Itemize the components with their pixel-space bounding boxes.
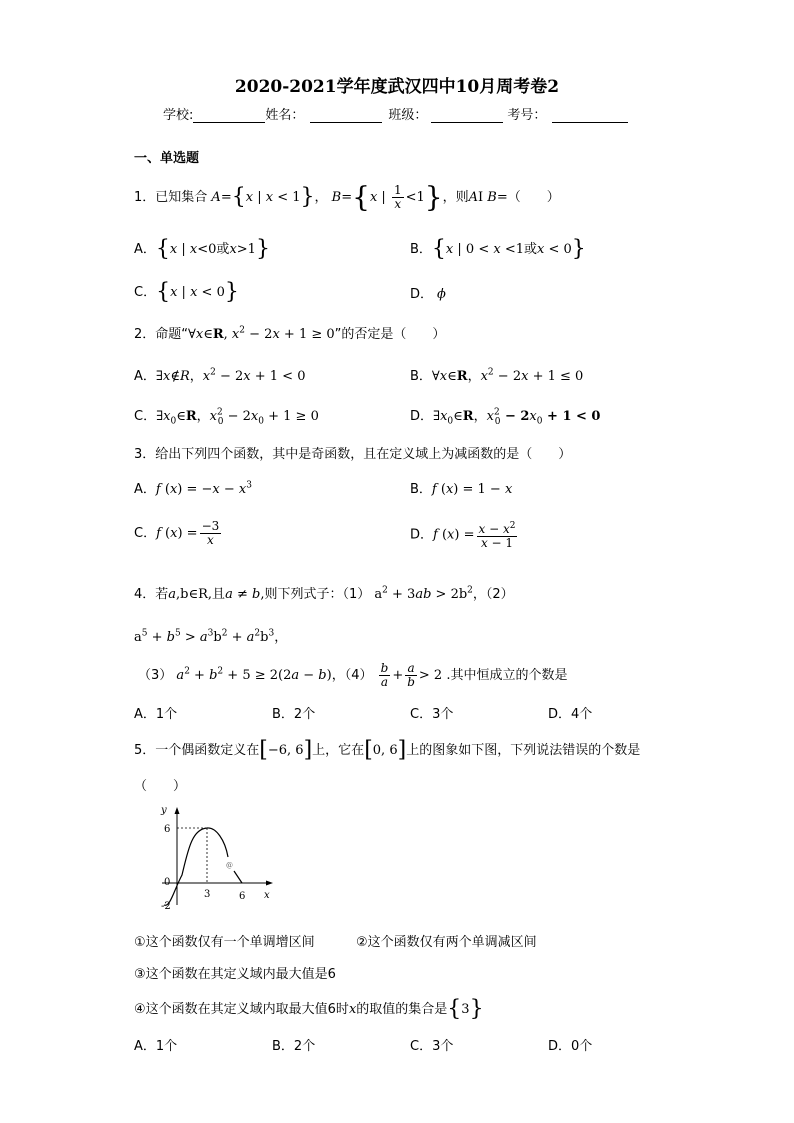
y-axis-label: y	[161, 805, 167, 816]
question-4: 4．若a,b∈R,且a ≠ b,则下列式子：（1） $a^2 + 3ab > 2b^2$，（2）	[134, 585, 514, 602]
q4-item-3: （3）	[138, 668, 173, 683]
y-tick-neg2: -2	[161, 901, 171, 912]
q4-option-a[interactable]: A．1个	[134, 707, 178, 722]
name-label: 姓名：	[265, 108, 305, 123]
page-title: 2020-2021学年度武汉四中10月周考卷2	[234, 77, 560, 97]
q2-stem-b: ”的否定是（ ）	[334, 327, 446, 342]
q5-statement-4-b: 的取值的集合是	[356, 1002, 448, 1017]
q5-option-c[interactable]: C．3个	[410, 1039, 454, 1054]
x-axis-label: x	[264, 890, 270, 901]
option-label: A．	[134, 242, 156, 257]
q3-option-b[interactable]: B．f (x) = 1 − x	[410, 482, 513, 497]
question-5: 5．一个偶函数定义在[−6, 6]上，它在[0, 6]上的图象如下图，下列说法错误的个数是	[134, 737, 641, 763]
q4-question-tail: 其中恒成立的个数是	[450, 668, 568, 683]
watermark-mark: @	[226, 861, 233, 869]
number-field[interactable]	[552, 108, 628, 123]
q5-stem-b: 上，它在	[312, 743, 365, 758]
q1-option-a[interactable]: A．{x | x<0或x>1}	[134, 236, 270, 262]
q2-stem: 2．命题“	[134, 327, 189, 342]
option-label: C．	[134, 526, 157, 541]
q5-paren: （ ）	[134, 779, 187, 794]
q5-option-a[interactable]: A．1个	[134, 1039, 178, 1054]
number-label: 考号：	[507, 108, 547, 123]
option-label: A．	[134, 482, 156, 497]
option-label: D．	[410, 409, 434, 424]
y-axis-arrow	[175, 807, 180, 814]
q5-option-d[interactable]: D．0个	[548, 1039, 593, 1054]
question-2: 2．命题“∀x∈R, $x^2 - 2x + 1 \ge 0$”的否定是（ ）	[134, 325, 446, 342]
q5-stem: 5．一个偶函数定义在	[134, 743, 260, 758]
school-label: 学校:	[163, 108, 194, 123]
option-label: B．	[410, 482, 432, 497]
section-heading: 一、单选题	[134, 151, 200, 166]
q4-option-d[interactable]: D．4个	[548, 707, 593, 722]
q1-option-c[interactable]: C．{x | x < 0}	[134, 279, 239, 305]
option-label: A．	[134, 369, 156, 384]
q4-line-2: $a^5 + b^5 > a^3b^2 + a^2b^3$，	[134, 628, 288, 645]
q2-option-d[interactable]: D．$\exists x_0\in R$，$x^2_0 - 2x_0 + 1 < 0$	[410, 407, 601, 427]
option-label: B．	[410, 369, 432, 384]
q4-line-3: （3） $a^2 + b^2 + 5 \ge 2(2a - b)$，（4） $\frac{b}{a}$ + $\frac{a}{b}$ > 2 .其中恒成立的个数是	[138, 661, 568, 689]
curve-tail	[234, 871, 242, 883]
option-label: D．	[410, 527, 434, 543]
x-tick-6: 6	[239, 891, 246, 902]
school-field[interactable]	[193, 108, 265, 123]
x-axis-arrow	[266, 881, 273, 886]
option-text: 或	[523, 242, 537, 257]
curve-rising	[164, 828, 228, 905]
student-info-row	[163, 104, 628, 123]
empty-set-symbol: ϕ	[437, 287, 446, 302]
q3-option-c[interactable]: C．f (x) = $\frac{-3}{x}$	[134, 519, 220, 547]
origin-label: 0	[164, 877, 171, 888]
q5-stem-c: 上的图象如下图，下列说法错误的个数是	[406, 743, 641, 758]
function-graph	[150, 805, 280, 915]
q5-statement-3: ③这个函数在其定义域内最大值是6	[134, 967, 336, 982]
q3-option-a[interactable]: A．f $(x) = -x - x^3$	[134, 480, 252, 497]
q4-item-4: ，（4）	[331, 668, 373, 683]
q3-option-d[interactable]: D．f (x) = $\frac{x - x^2}{x - 1}$	[410, 521, 516, 550]
q5-statement-4: ④这个函数在其定义域内取最大值6时x的取值的集合是{3}	[134, 996, 484, 1022]
q5-statement-1: ①这个函数仅有一个单调增区间	[134, 935, 315, 950]
option-label: B．	[410, 242, 432, 257]
option-text: 或	[216, 242, 230, 257]
q4-stem-c: 则下列式子：（1）	[264, 587, 371, 602]
q4-option-b[interactable]: B．2个	[272, 707, 316, 722]
q2-option-a[interactable]: A．∃x∉R，$x^2 - 2x + 1 < 0$	[134, 367, 306, 384]
q1-stem: 1．已知集合	[134, 190, 208, 205]
question-1: 1．已知集合 A={x | x < 1}， B={x | $\frac{1}{x}$ <1}，则AI B=（ ）	[134, 180, 560, 214]
q5-statement-2: ②这个函数仅有两个单调减区间	[356, 935, 537, 950]
q1-option-b[interactable]: B．{x | 0 < x <1或x < 0}	[410, 236, 586, 262]
q4-stem-b: 且	[212, 587, 226, 602]
q4-option-c[interactable]: C．3个	[410, 707, 454, 722]
option-label: C．	[134, 285, 157, 300]
q1-stem-b: ，则	[442, 190, 469, 205]
x-tick-3: 3	[204, 889, 211, 900]
class-label: 班级：	[388, 108, 428, 123]
q5-option-b[interactable]: B．2个	[272, 1039, 316, 1054]
option-label: C．	[134, 409, 157, 424]
class-field[interactable]	[431, 108, 503, 123]
q4-stem-d: ，（2）	[472, 587, 514, 602]
q2-option-c[interactable]: C．$\exists x_0\in R$，$x^2_0 - 2x_0 + 1 \ge 0$	[134, 407, 319, 427]
q5-statement-4-a: ④这个函数在其定义域内取最大值6时	[134, 1002, 349, 1017]
option-label: D．	[410, 287, 434, 302]
question-3: 3．给出下列四个函数，其中是奇函数，且在定义域上为减函数的是（ ）	[134, 447, 572, 462]
q2-option-b[interactable]: B．∀x∈R，$x^2 - 2x + 1 \le 0$	[410, 367, 584, 384]
q1-paren: （ ）	[507, 190, 560, 205]
q1-option-d[interactable]	[410, 283, 446, 302]
y-tick-6: 6	[164, 824, 171, 835]
q4-stem: 4．若	[134, 587, 169, 602]
name-field[interactable]	[310, 108, 382, 123]
